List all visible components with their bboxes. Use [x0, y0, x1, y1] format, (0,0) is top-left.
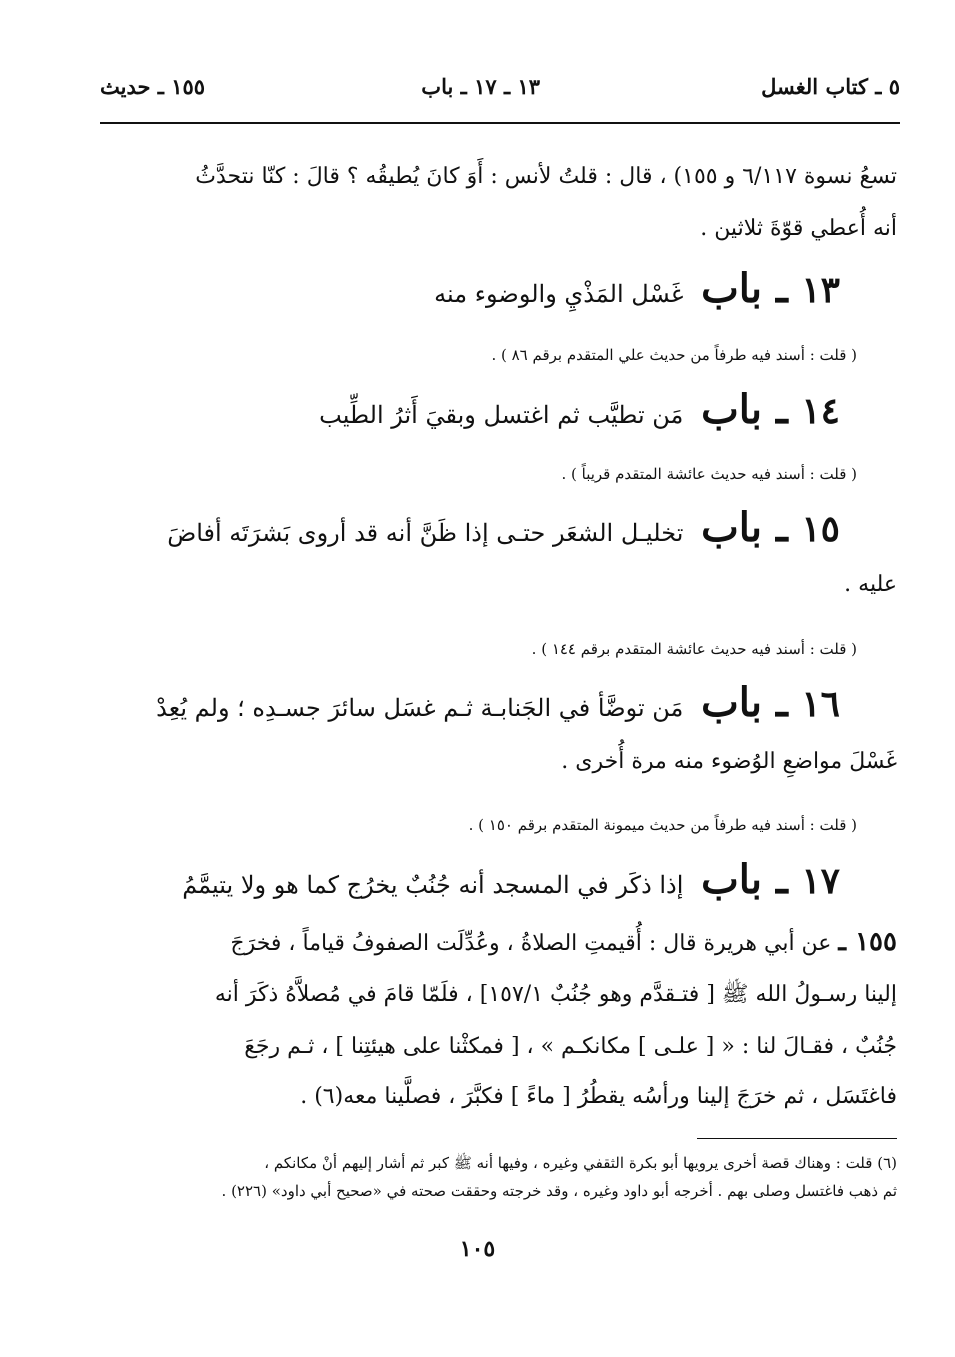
chapter-note-14: ( قلت : أسند فيه حديث عائشة المتقدم قريباً ) . — [561, 465, 857, 483]
chapter-word: ـ باب — [701, 679, 788, 726]
footnote-line-2: ثم ذهب فاغتسل وصلى بهم . أخرجه أبو داود وغيره ، وقد خرجته وحققت صحته في «صحيح أبي داود» (٢٢٦) . — [221, 1182, 897, 1200]
chapter-heading-15 — [57, 503, 840, 558]
chapter-note-15: ( قلت : أسند فيه حديث عائشة المتقدم برقم ١٤٤ ) . — [531, 640, 857, 658]
chapter-title-continuation-16: غَسْلَ مواضعِ الوُضوء منه مرة أُخرى . — [561, 749, 897, 774]
header-hadith-number: ١٥٥ ـ حديث — [100, 74, 206, 99]
intro-line-2: أنه أُعطي قوّةَ ثلاثين . — [700, 216, 897, 241]
chapter-title: غَسْل المَذْيِ والوضوء منه — [434, 280, 684, 308]
chapter-word: ـ باب — [701, 856, 788, 903]
header-rule — [100, 122, 900, 124]
hadith-number: ١٥٥ ـ — [838, 927, 897, 957]
intro-line-1: تسعُ نسوة ٦/١١٧ و ١٥٥) ، قال : قلتُ لأنس : أَوَ كانَ يُطيقُه ؟ قالَ : كنّا نتحدَّثُ — [195, 164, 897, 189]
chapter-number: ١٥ — [801, 508, 840, 550]
hadith-text: عن أبي هريرة قال : أُقيمتِ الصلاةُ ، وعُدِّلَت الصفوفُ قياماً ، فخرَجَ — [230, 931, 832, 956]
chapter-word: ـ باب — [701, 386, 788, 433]
chapter-title: مَن توضَّأ في الجَنابـة ثـم غسَل سائرَ جسـدِه ؛ ولم يُعِدْ — [156, 694, 684, 722]
footnote-line-1: (٦) قلت : وهناك قصة أخرى يرويها أبو بكرة الثقفي وغيره ، وفيها أنه ﷺ كبر ثم أشار إليهم أنْ مكانكم ، — [264, 1154, 897, 1172]
header-chapter-range: ١٣ ـ ١٧ ـ باب — [421, 74, 540, 99]
chapter-number: ١٣ — [801, 269, 840, 311]
chapter-heading-14 — [57, 385, 840, 440]
chapter-title-continuation-15: عليه . — [844, 572, 897, 597]
chapter-number: ١٤ — [801, 390, 840, 432]
hadith-line-2: إلينا رسـولُ الله ﷺ [ فتـقدَّم وهو جُنُبٌ ١٥٧/١] ، فلَمّا قامَ في مُصلاَّهُ ذكَرَ أنه — [214, 982, 897, 1007]
chapter-number: ١٦ — [801, 683, 840, 725]
running-header — [100, 70, 900, 110]
chapter-word: ـ باب — [701, 504, 788, 551]
header-book-title: ٥ ـ كتاب الغسل — [761, 74, 900, 99]
hadith-line-4: فاغتَسَل ، ثم خرَجَ إلينا ورأسُه يقطُرُ [ ماءً ] فكبَّرَ ، فصلَّينا معه(٦) . — [300, 1084, 897, 1109]
chapter-number: ١٧ — [801, 860, 840, 902]
hadith-line-1 — [57, 925, 897, 961]
page-number: ١٠٥ — [459, 1236, 496, 1262]
chapter-heading-16 — [57, 678, 840, 733]
chapter-title: إذا ذكَر في المسجد أنه جُنُبٌ يخرُج كما هو ولا يتيمَّمُ — [182, 871, 684, 899]
chapter-note-16: ( قلت : أسند فيه طرفاً من حديث ميمونة المتقدم برقم ١٥٠ ) . — [468, 816, 857, 834]
footnote-rule — [697, 1138, 897, 1139]
chapter-title: تخليـل الشعَر حتـى إذا ظَنَّ أنه قد أروى بَشرَتَه أفاضَ — [167, 519, 684, 547]
chapter-heading-13 — [57, 264, 840, 319]
chapter-word: ـ باب — [701, 265, 788, 312]
chapter-title: مَن تطيَّب ثم اغتسل وبقيَ أَثرُ الطِّيب — [319, 401, 684, 429]
chapter-heading-17 — [57, 855, 840, 910]
hadith-line-3: جُنُبٌ ، فقـالَ لنا : « [ علـى ] مكانكـم » ، [ فمكثْنا على هيئتِنا ] ، ثـم رجَعَ — [244, 1034, 897, 1059]
chapter-note-13: ( قلت : أسند فيه طرفاً من حديث علي المتقدم برقم ٨٦ ) . — [491, 346, 857, 364]
